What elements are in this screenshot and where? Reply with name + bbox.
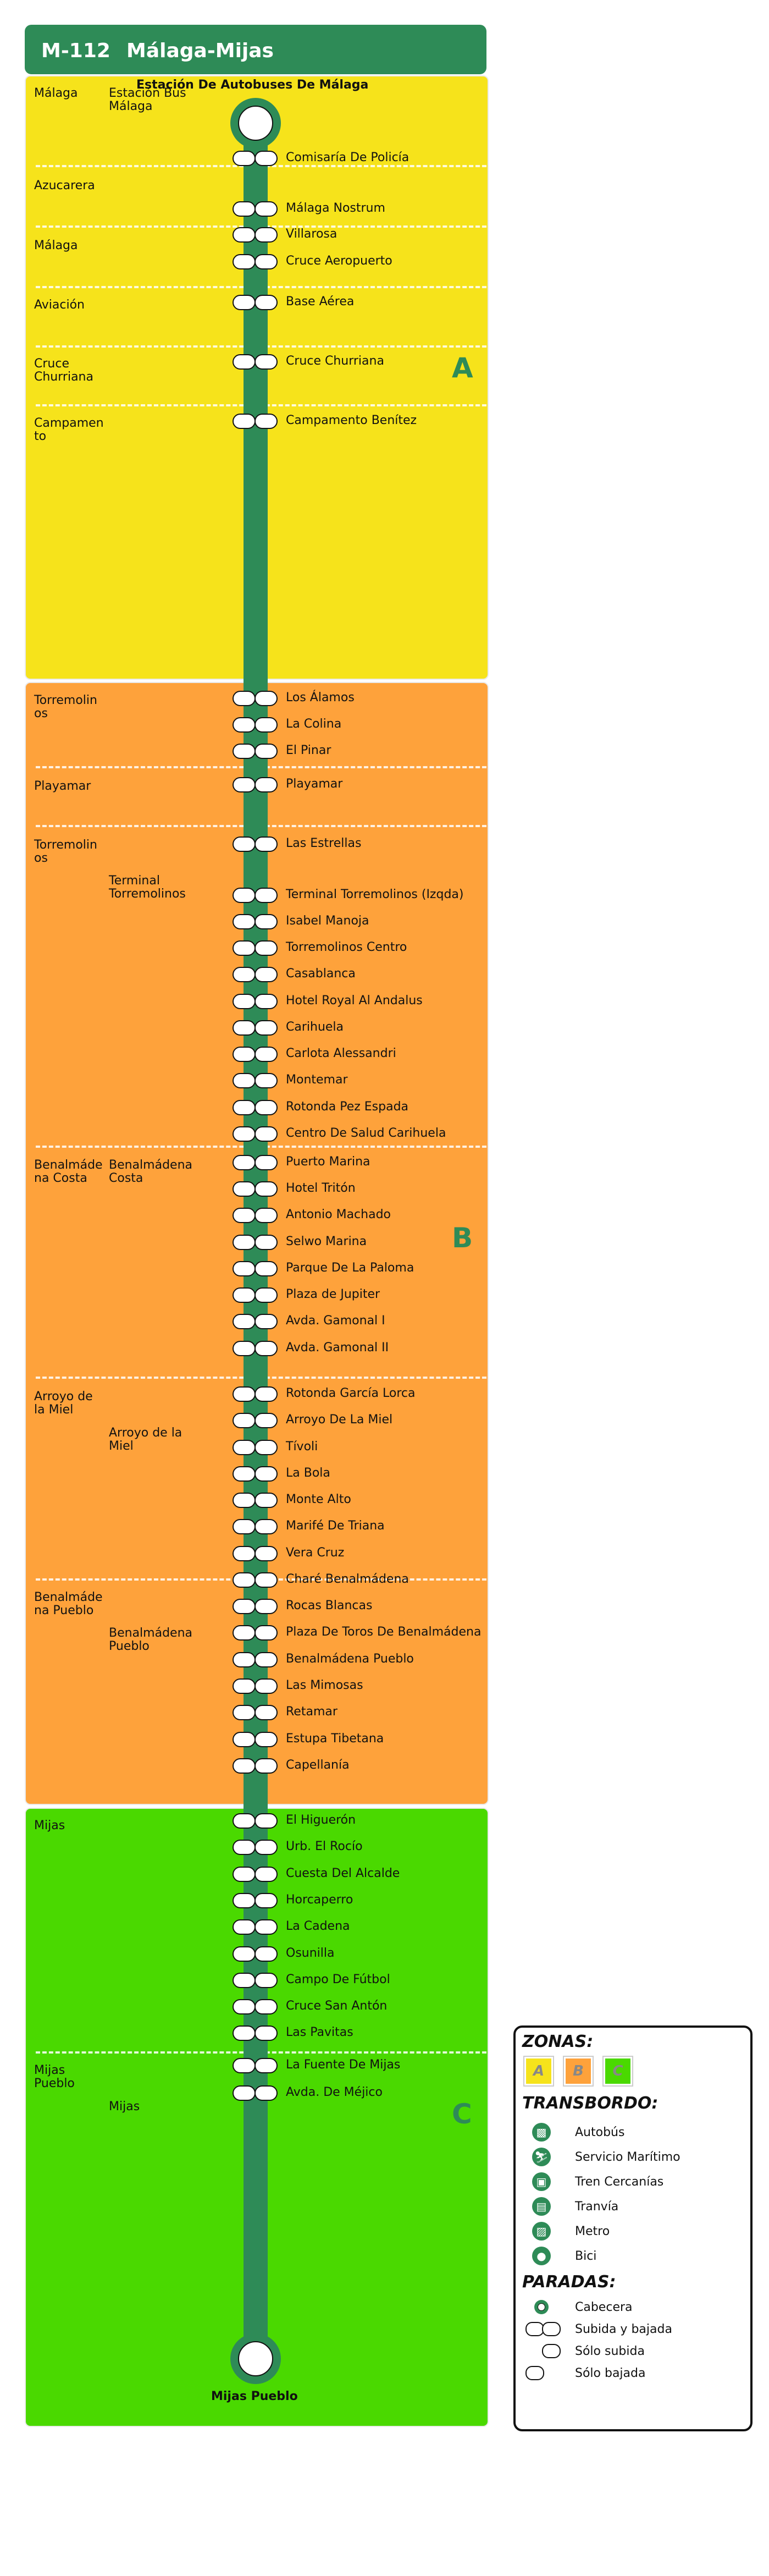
legend-stop-label: Sólo bajada: [575, 2366, 646, 2380]
stop-name: Campamento Benítez: [286, 414, 417, 427]
stop-marker-icon: [233, 2085, 278, 2101]
stop-marker-icon: [233, 1261, 278, 1276]
stop-marker-icon: [233, 1919, 278, 1935]
stop-marker-icon: [233, 1678, 278, 1694]
stop-name: Retamar: [286, 1705, 338, 1719]
stop-marker-icon: [233, 914, 278, 929]
stop-marker-icon: [233, 1155, 278, 1170]
stop-name: Benalmádena Pueblo: [286, 1652, 414, 1666]
zone-letter-a: A: [452, 352, 473, 384]
stop-marker-icon: [233, 1100, 278, 1115]
stop-marker-icon: [233, 354, 278, 370]
stop-name: Osunilla: [286, 1946, 335, 1960]
route-name: Málaga-Mijas: [126, 40, 274, 62]
stop-marker-icon: [233, 777, 278, 792]
zone-letter-b: B: [452, 1222, 473, 1254]
stop-marker-icon: [233, 836, 278, 852]
stop-name: La Cadena: [286, 1919, 350, 1933]
legend-transfer-title: TRANSBORDO:: [522, 2094, 659, 2113]
legend-transfer-label: Bici: [575, 2249, 597, 2263]
stop-name: Villarosa: [286, 227, 338, 241]
origin-label: Estación De Autobuses De Málaga: [136, 78, 369, 92]
train-icon: ▣: [532, 2172, 551, 2191]
stop-name: Cruce San Antón: [286, 1999, 388, 2013]
legend-terminal-icon: [534, 2300, 549, 2314]
stop-name: Terminal Torremolinos (Izqda): [286, 888, 464, 901]
stop-marker-icon: [233, 717, 278, 733]
stop-marker-icon: [233, 967, 278, 982]
stop-marker-icon: [233, 201, 278, 217]
stop-name: El Pinar: [286, 744, 331, 757]
stop-name: Monte Alto: [286, 1493, 351, 1506]
stop-marker-icon: [233, 1181, 278, 1197]
stop-name: Comisaría De Policía: [286, 151, 410, 164]
stop-marker-icon: [233, 1440, 278, 1455]
stop-marker-icon: [233, 1840, 278, 1855]
stop-marker-icon: [233, 1652, 278, 1667]
stop-name: El Higuerón: [286, 1813, 356, 1827]
zone-name: Málaga: [34, 86, 78, 100]
area-name: Arroyo de la Miel: [109, 1426, 182, 1453]
stop-name: Cruce Aeropuerto: [286, 254, 392, 268]
area-name: Mijas: [109, 2100, 140, 2113]
zone-name: Arroyo de la Miel: [34, 1390, 93, 1417]
stop-marker-icon: [233, 1208, 278, 1223]
stop-name: Urb. El Rocío: [286, 1840, 363, 1853]
stop-marker-icon: [233, 1235, 278, 1250]
stop-marker-icon: [233, 295, 278, 310]
zone-name: Torremolin os: [34, 693, 97, 720]
tram-icon: ▤: [532, 2197, 551, 2216]
zone-name: Benalmáde na Costa: [34, 1158, 103, 1185]
zone-name: Torremolin os: [34, 838, 97, 865]
stop-name: Estupa Tibetana: [286, 1732, 384, 1746]
stop-name: Capellanía: [286, 1758, 350, 1772]
stop-name: Charé Benalmádena: [286, 1572, 409, 1586]
stop-marker-icon: [233, 1386, 278, 1402]
stop-name: Horcaperro: [286, 1893, 353, 1907]
stop-marker-icon: [233, 1572, 278, 1588]
legend-transfer-label: Tren Cercanías: [575, 2175, 664, 2189]
stop-marker-icon: [233, 1732, 278, 1747]
stop-name: Málaga Nostrum: [286, 201, 385, 215]
zone-name: Mijas Pueblo: [34, 2063, 75, 2090]
stop-name: Isabel Manoja: [286, 914, 369, 928]
legend-transfer-label: Autobús: [575, 2126, 625, 2139]
stop-name: Las Mimosas: [286, 1678, 363, 1692]
stop-name: Rotonda García Lorca: [286, 1386, 416, 1400]
stop-name: Base Aérea: [286, 295, 355, 309]
stop-marker-icon: [233, 1314, 278, 1329]
destination-label: Mijas Pueblo: [211, 2390, 298, 2403]
stop-name: Hotel Tritón: [286, 1181, 356, 1195]
legend-transfer-label: Tranvía: [575, 2200, 619, 2214]
stop-marker-icon: [233, 1341, 278, 1356]
stop-marker-icon: [233, 1466, 278, 1482]
area-name: Benalmádena Costa: [109, 1158, 193, 1185]
stop-marker-icon: [233, 1625, 278, 1641]
stop-name: La Bola: [286, 1466, 330, 1480]
stop-marker-icon: [233, 1893, 278, 1908]
stop-name: Carihuela: [286, 1020, 344, 1034]
stop-name: Antonio Machado: [286, 1208, 391, 1221]
stop-name: Los Álamos: [286, 691, 355, 704]
stop-name: Cruce Churriana: [286, 354, 384, 368]
metro-icon: ▨: [532, 2222, 551, 2241]
stop-name: Las Pavitas: [286, 2025, 353, 2039]
stop-name: Torremolinos Centro: [286, 940, 407, 954]
route-code: M-112: [41, 40, 110, 62]
stop-marker-icon: [233, 2025, 278, 2041]
area-name: Benalmádena Pueblo: [109, 1626, 193, 1653]
legend-boarding-only-icon: [542, 2344, 561, 2358]
stop-name: Avda. Gamonal II: [286, 1341, 389, 1355]
legend-zone-a-swatch: A: [524, 2057, 553, 2085]
stop-name: Marifé De Triana: [286, 1519, 385, 1533]
stop-name: Arroyo De La Miel: [286, 1413, 393, 1427]
stop-name: Avda. Gamonal I: [286, 1314, 385, 1328]
legend-stop-label: Subida y bajada: [575, 2322, 672, 2336]
stop-marker-icon: [233, 994, 278, 1009]
zone-name: Azucarera: [34, 179, 95, 192]
stop-marker-icon: [233, 1599, 278, 1614]
bike-icon: ●: [532, 2247, 551, 2265]
stop-name: Carlota Alessandri: [286, 1047, 396, 1060]
legend-stop-label: Cabecera: [575, 2300, 633, 2314]
zone-name: Málaga: [34, 239, 78, 252]
zone-name: Mijas: [34, 1819, 65, 1832]
stop-name: Centro De Salud Carihuela: [286, 1126, 446, 1140]
legend-stops-title: PARADAS:: [522, 2272, 616, 2292]
stop-marker-icon: [233, 254, 278, 269]
stop-marker-icon: [233, 227, 278, 243]
stop-name: Rocas Blancas: [286, 1599, 373, 1612]
legend-transfer-label: Metro: [575, 2225, 610, 2238]
stop-marker-icon: [233, 691, 278, 706]
stop-marker-icon: [233, 1287, 278, 1303]
stop-marker-icon: [233, 1413, 278, 1428]
stop-marker-icon: [233, 2058, 278, 2073]
stop-name: Parque De La Paloma: [286, 1261, 414, 1275]
origin-terminal-icon: [230, 98, 281, 148]
boat-icon: ⛷: [532, 2148, 551, 2166]
zone-name: Playamar: [34, 779, 91, 793]
zone-name: Cruce Churriana: [34, 357, 93, 384]
stop-marker-icon: [233, 1705, 278, 1720]
stop-name: Plaza de Jupiter: [286, 1287, 380, 1301]
stop-marker-icon: [233, 1758, 278, 1774]
stop-marker-icon: [233, 1946, 278, 1962]
stop-marker-icon: [233, 151, 278, 166]
stop-marker-icon: [233, 1493, 278, 1508]
stop-name: Rotonda Pez Espada: [286, 1100, 409, 1114]
legend-zone-b-swatch: B: [564, 2057, 593, 2085]
area-name: Terminal Torremolinos: [109, 874, 186, 901]
legend-transfer-label: Servicio Marítimo: [575, 2150, 681, 2164]
stop-name: Cuesta Del Alcalde: [286, 1867, 400, 1880]
stop-name: Selwo Marina: [286, 1235, 367, 1248]
stop-name: Avda. De Méjico: [286, 2085, 383, 2099]
stop-name: Campo De Fútbol: [286, 1973, 390, 1986]
stop-name: Puerto Marina: [286, 1155, 370, 1169]
stop-name: Montemar: [286, 1073, 348, 1087]
zone-name: Campamen to: [34, 416, 104, 443]
stop-marker-icon: [233, 1519, 278, 1534]
stop-marker-icon: [233, 940, 278, 956]
stop-marker-icon: [233, 744, 278, 759]
legend-alighting-only-icon: [525, 2366, 544, 2380]
stop-marker-icon: [233, 1047, 278, 1062]
stop-name: Casablanca: [286, 967, 356, 981]
stop-marker-icon: [233, 1020, 278, 1036]
stop-marker-icon: [233, 1973, 278, 1988]
stop-marker-icon: [233, 1999, 278, 2014]
stop-marker-icon: [233, 1813, 278, 1829]
route-header: [25, 25, 486, 74]
bus-icon: ▩: [532, 2123, 551, 2142]
legend-zones-title: ZONAS:: [522, 2032, 594, 2051]
stop-name: La Colina: [286, 717, 342, 731]
stop-name: La Fuente De Mijas: [286, 2058, 401, 2072]
stop-name: Playamar: [286, 777, 343, 791]
stop-name: Las Estrellas: [286, 836, 362, 850]
stop-marker-icon: [233, 1073, 278, 1088]
destination-terminal-icon: [230, 2333, 281, 2384]
stop-name: Hotel Royal Al Andalus: [286, 994, 423, 1008]
zone-letter-c: C: [452, 2098, 472, 2130]
legend: [513, 2025, 753, 2431]
legend-stop-label: Sólo subida: [575, 2344, 645, 2358]
legend-both-ways-icon: [525, 2322, 561, 2336]
stop-name: Plaza De Toros De Benalmádena: [286, 1625, 482, 1639]
stop-marker-icon: [233, 1867, 278, 1882]
stop-marker-icon: [233, 1546, 278, 1561]
zone-name: Aviación: [34, 298, 85, 312]
stop-name: Tívoli: [286, 1440, 318, 1454]
stop-marker-icon: [233, 1126, 278, 1142]
stop-marker-icon: [233, 888, 278, 903]
area-name: Estación Bus Málaga: [109, 86, 186, 113]
legend-zone-c-swatch: C: [604, 2057, 632, 2085]
zone-name: Benalmáde na Pueblo: [34, 1590, 103, 1617]
stop-marker-icon: [233, 414, 278, 429]
stop-name: Vera Cruz: [286, 1546, 345, 1560]
